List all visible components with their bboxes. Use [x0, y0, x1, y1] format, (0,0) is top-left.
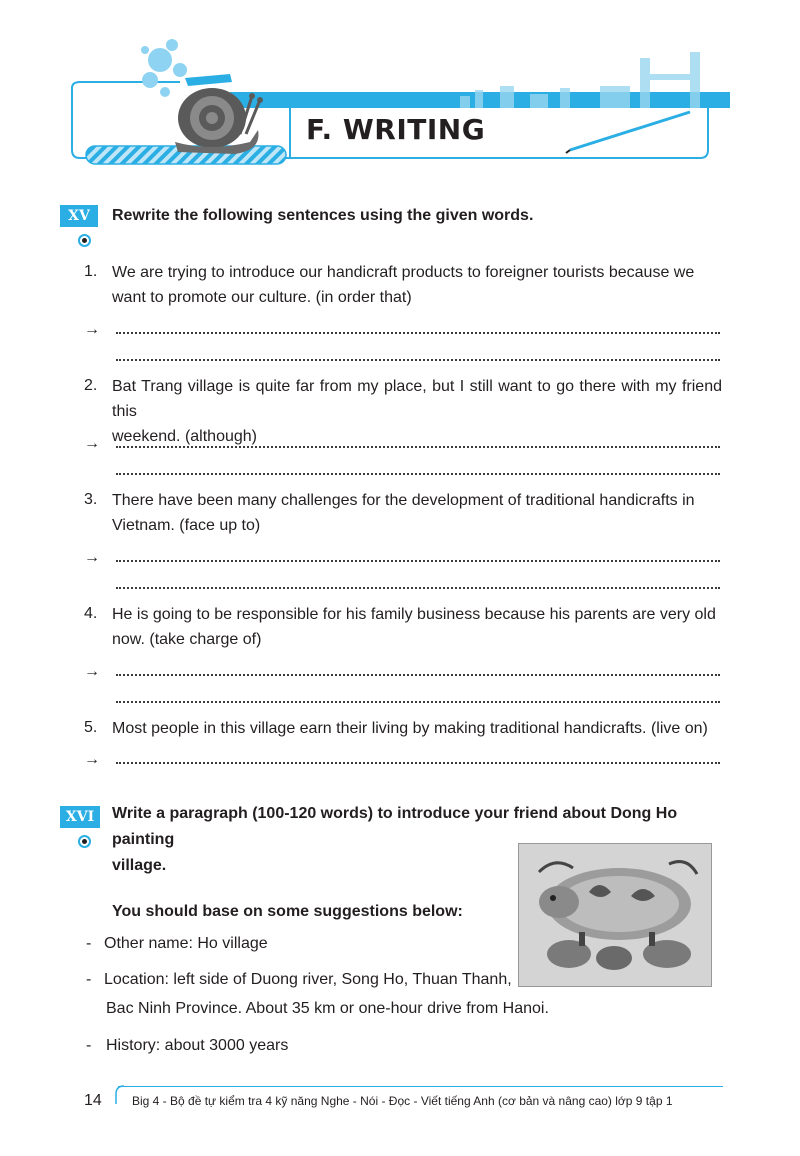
exercise-badge-xv: XV [60, 205, 98, 227]
instruction-line: village. [112, 857, 167, 874]
badge-dot-icon [78, 835, 91, 848]
answer-arrow: → [84, 549, 100, 566]
answer-arrow: → [84, 663, 100, 680]
footer-divider [118, 1086, 723, 1087]
question-text [112, 602, 722, 652]
suggestions-heading: You should base on some suggestions below: [112, 903, 463, 920]
question-text [112, 488, 722, 538]
section-title: F. WRITING [306, 113, 486, 146]
answer-arrow: → [84, 435, 100, 452]
question-number: 5. [84, 719, 98, 736]
splash-decoration [141, 39, 187, 97]
snail-icon [175, 74, 263, 154]
answer-line[interactable] [116, 461, 720, 475]
badge-dot-icon [78, 234, 91, 247]
question-text [112, 716, 722, 741]
question-number: 4. [84, 605, 98, 622]
answer-line[interactable] [116, 575, 720, 589]
bullet-dash: - [86, 935, 92, 952]
question-line: now. (take charge of) [112, 631, 262, 648]
question-text [112, 260, 722, 310]
suggestion-item: Location: left side of Duong river, Song Ho, Thuan Thanh, [104, 971, 512, 988]
suggestion-item: Other name: Ho village [104, 935, 268, 952]
answer-line[interactable] [116, 662, 720, 676]
question-line: weekend. (although) [112, 428, 257, 445]
dong-ho-pig-painting-image [518, 843, 712, 987]
answer-line[interactable] [116, 320, 720, 334]
instruction-line: Write a paragraph (100-120 words) to introduce your friend about Dong Ho painting [112, 805, 678, 848]
pig-painting-illustration [519, 844, 711, 986]
question-number: 1. [84, 263, 98, 280]
answer-line[interactable] [116, 347, 720, 361]
answer-arrow: → [84, 321, 100, 338]
answer-line[interactable] [116, 689, 720, 703]
question-line: Vietnam. (face up to) [112, 517, 261, 534]
page-number: 14 [84, 1092, 102, 1109]
answer-line[interactable] [116, 750, 720, 764]
question-line: Bat Trang village is quite far from my place, but I still want to go there with my friend this [112, 378, 722, 420]
question-number: 2. [84, 377, 98, 394]
question-line: want to promote our culture. (in order that) [112, 289, 412, 306]
exercise-badge-xvi: XVI [60, 806, 100, 828]
section-header-banner [0, 0, 800, 190]
question-line: Most people in this village earn their living by making traditional handicrafts. (live on) [112, 720, 708, 737]
question-line: We are trying to introduce our handicraft products to foreigner tourists because we [112, 264, 695, 281]
answer-line[interactable] [116, 434, 720, 448]
answer-line[interactable] [116, 548, 720, 562]
question-number: 3. [84, 491, 98, 508]
exercise-instruction-xv: Rewrite the following sentences using the given words. [112, 207, 534, 224]
suggestion-item: History: about 3000 years [106, 1037, 289, 1054]
footer-curl-decoration [112, 1082, 126, 1106]
question-line: He is going to be responsible for his family business because his parents are very old [112, 606, 716, 623]
footer-book-title: Big 4 - Bộ đề tự kiểm tra 4 kỹ năng Nghe - Nói - Đọc - Viết tiếng Anh (cơ bản và nâng cao) lớp 9 tập 1 [132, 1094, 673, 1108]
suggestion-item-continued: Bac Ninh Province. About 35 km or one-hour drive from Hanoi. [106, 1000, 549, 1017]
header-decoration [0, 0, 800, 190]
question-line: There have been many challenges for the development of traditional handicrafts in [112, 492, 695, 509]
bullet-dash: - [86, 1037, 92, 1054]
answer-arrow: → [84, 751, 100, 768]
bullet-dash: - [86, 971, 92, 988]
